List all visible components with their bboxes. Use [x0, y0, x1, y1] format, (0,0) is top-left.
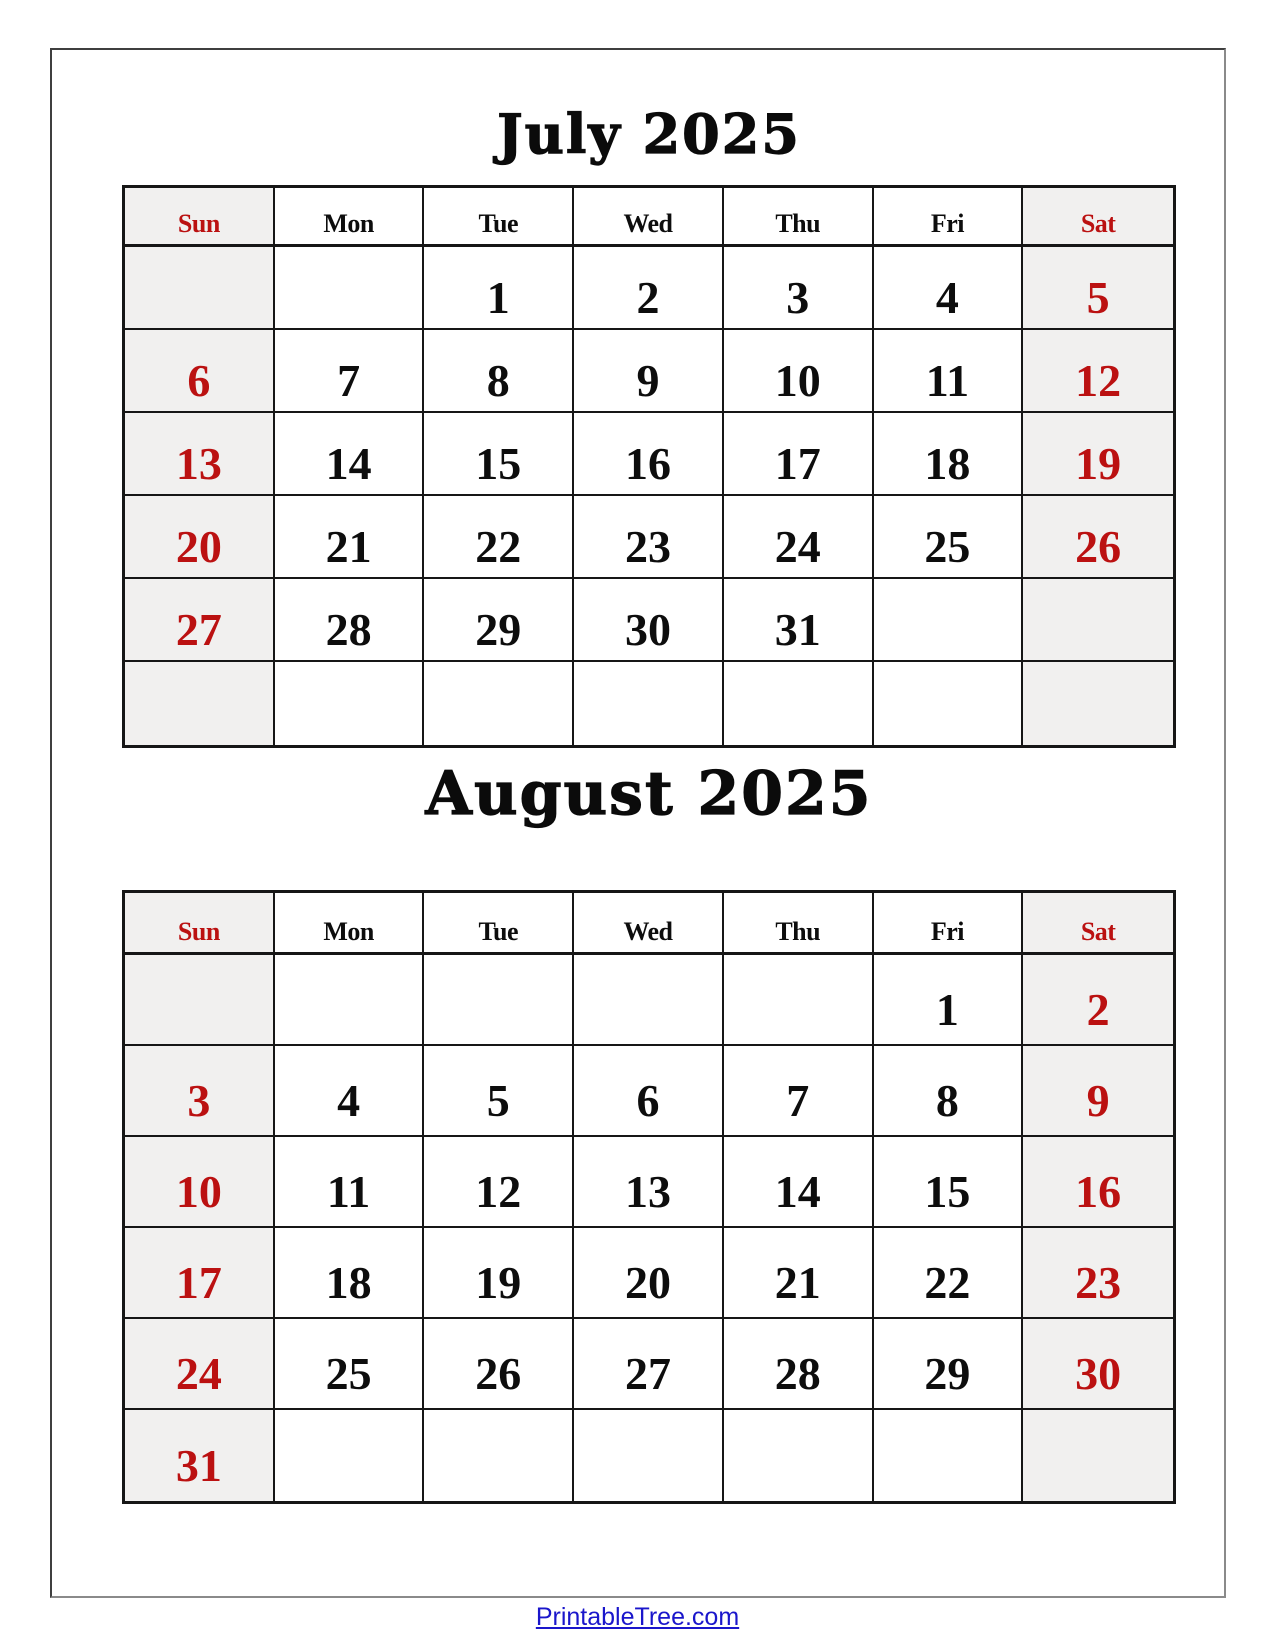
- day-cell-3: 3: [125, 1046, 275, 1137]
- weekday-header-mon: Mon: [275, 188, 425, 247]
- weekday-header-mon: Mon: [275, 893, 425, 955]
- day-cell-27: 27: [125, 579, 275, 662]
- day-cell-14: 14: [275, 413, 425, 496]
- day-cell-24: 24: [724, 496, 874, 579]
- day-cell-24: 24: [125, 1319, 275, 1410]
- day-cell-empty: [1023, 579, 1173, 662]
- calendar-title-july: July 2025: [497, 102, 801, 166]
- day-cell-empty: [1023, 1410, 1173, 1501]
- day-cell-1: 1: [424, 247, 574, 330]
- day-cell-27: 27: [574, 1319, 724, 1410]
- footer-link[interactable]: PrintableTree.com: [535, 1603, 740, 1631]
- day-cell-10: 10: [125, 1137, 275, 1228]
- day-cell-5: 5: [424, 1046, 574, 1137]
- day-cell-empty: [1023, 662, 1173, 745]
- day-cell-empty: [574, 662, 724, 745]
- day-cell-16: 16: [574, 413, 724, 496]
- day-cell-16: 16: [1023, 1137, 1173, 1228]
- day-cell-22: 22: [424, 496, 574, 579]
- day-cell-17: 17: [125, 1228, 275, 1319]
- day-cell-31: 31: [125, 1410, 275, 1501]
- weekday-header-thu: Thu: [724, 893, 874, 955]
- day-cell-17: 17: [724, 413, 874, 496]
- day-cell-15: 15: [874, 1137, 1024, 1228]
- day-cell-7: 7: [724, 1046, 874, 1137]
- day-cell-10: 10: [724, 330, 874, 413]
- day-cell-25: 25: [874, 496, 1024, 579]
- weekday-header-sat: Sat: [1023, 188, 1173, 247]
- day-cell-8: 8: [424, 330, 574, 413]
- day-cell-21: 21: [275, 496, 425, 579]
- day-cell-22: 22: [874, 1228, 1024, 1319]
- day-cell-6: 6: [574, 1046, 724, 1137]
- day-cell-11: 11: [874, 330, 1024, 413]
- day-cell-empty: [125, 247, 275, 330]
- day-cell-empty: [275, 662, 425, 745]
- day-cell-empty: [275, 247, 425, 330]
- day-cell-28: 28: [724, 1319, 874, 1410]
- day-cell-1: 1: [874, 955, 1024, 1046]
- day-cell-2: 2: [574, 247, 724, 330]
- day-cell-9: 9: [1023, 1046, 1173, 1137]
- day-cell-14: 14: [724, 1137, 874, 1228]
- day-cell-empty: [724, 662, 874, 745]
- weekday-header-sun: Sun: [125, 893, 275, 955]
- day-cell-8: 8: [874, 1046, 1024, 1137]
- day-cell-30: 30: [1023, 1319, 1173, 1410]
- weekday-header-fri: Fri: [874, 893, 1024, 955]
- day-cell-empty: [125, 955, 275, 1046]
- day-cell-empty: [574, 1410, 724, 1501]
- day-cell-23: 23: [574, 496, 724, 579]
- day-cell-23: 23: [1023, 1228, 1173, 1319]
- day-cell-11: 11: [275, 1137, 425, 1228]
- day-cell-empty: [424, 662, 574, 745]
- day-cell-3: 3: [724, 247, 874, 330]
- day-cell-4: 4: [275, 1046, 425, 1137]
- day-cell-12: 12: [424, 1137, 574, 1228]
- day-cell-6: 6: [125, 330, 275, 413]
- day-cell-15: 15: [424, 413, 574, 496]
- day-cell-empty: [724, 955, 874, 1046]
- day-cell-5: 5: [1023, 247, 1173, 330]
- weekday-header-thu: Thu: [724, 188, 874, 247]
- day-cell-20: 20: [125, 496, 275, 579]
- day-cell-29: 29: [874, 1319, 1024, 1410]
- day-cell-19: 19: [1023, 413, 1173, 496]
- day-cell-26: 26: [1023, 496, 1173, 579]
- day-cell-empty: [874, 1410, 1024, 1501]
- day-cell-18: 18: [874, 413, 1024, 496]
- weekday-header-tue: Tue: [424, 188, 574, 247]
- day-cell-21: 21: [724, 1228, 874, 1319]
- day-cell-12: 12: [1023, 330, 1173, 413]
- day-cell-2: 2: [1023, 955, 1173, 1046]
- day-cell-empty: [275, 955, 425, 1046]
- weekday-header-fri: Fri: [874, 188, 1024, 247]
- day-cell-13: 13: [574, 1137, 724, 1228]
- calendar-grid-july: [122, 185, 1176, 748]
- day-cell-28: 28: [275, 579, 425, 662]
- day-cell-empty: [874, 579, 1024, 662]
- day-cell-empty: [275, 1410, 425, 1501]
- day-cell-7: 7: [275, 330, 425, 413]
- weekday-header-wed: Wed: [574, 893, 724, 955]
- day-cell-20: 20: [574, 1228, 724, 1319]
- day-cell-13: 13: [125, 413, 275, 496]
- day-cell-26: 26: [424, 1319, 574, 1410]
- calendar-title-august: August 2025: [425, 759, 873, 829]
- day-cell-empty: [125, 662, 275, 745]
- day-cell-empty: [874, 662, 1024, 745]
- day-cell-29: 29: [424, 579, 574, 662]
- day-cell-19: 19: [424, 1228, 574, 1319]
- day-cell-30: 30: [574, 579, 724, 662]
- day-cell-25: 25: [275, 1319, 425, 1410]
- calendar-grid-august: [122, 890, 1176, 1504]
- day-cell-empty: [424, 955, 574, 1046]
- day-cell-empty: [724, 1410, 874, 1501]
- weekday-header-sun: Sun: [125, 188, 275, 247]
- day-cell-empty: [574, 955, 724, 1046]
- day-cell-31: 31: [724, 579, 874, 662]
- day-cell-18: 18: [275, 1228, 425, 1319]
- weekday-header-tue: Tue: [424, 893, 574, 955]
- day-cell-9: 9: [574, 330, 724, 413]
- footer: [0, 1603, 1275, 1632]
- weekday-header-wed: Wed: [574, 188, 724, 247]
- day-cell-4: 4: [874, 247, 1024, 330]
- weekday-header-sat: Sat: [1023, 893, 1173, 955]
- day-cell-empty: [424, 1410, 574, 1501]
